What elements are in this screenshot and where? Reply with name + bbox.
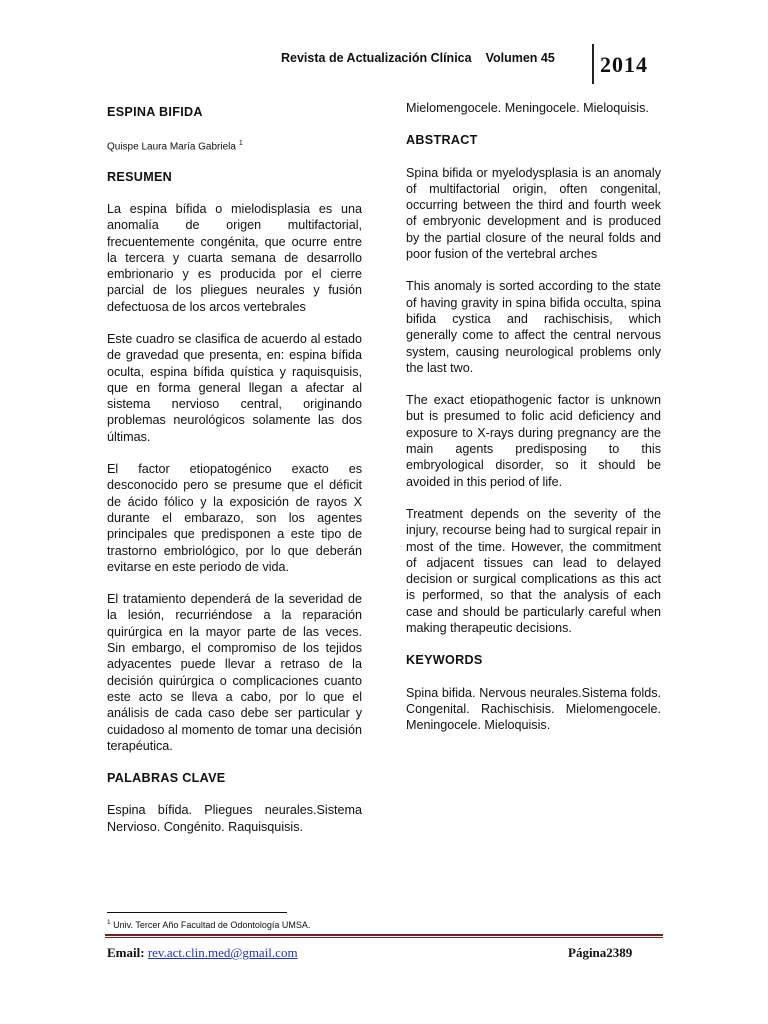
footnote-marker: 1: [107, 919, 111, 926]
resumen-heading: RESUMEN: [107, 169, 173, 184]
abstract-paragraph: This anomaly is sorted according to the state of having gravity in spina bifida occulta, spina bifida cystica and rachischisis, which generally come to affect the central nervous system, causing neurological problems only the last two.: [406, 279, 661, 375]
palabras-clave-continued: Mielomengocele. Meningocele. Mieloquisis.: [406, 101, 649, 115]
author-footnote-marker: 1: [238, 138, 243, 148]
palabras-clave-text: Espina bífida. Pliegues neurales.Sistema Nervioso. Congénito. Raquisquisis.: [107, 803, 362, 834]
page-number: Página2389: [568, 945, 633, 960]
right-column: [406, 100, 661, 750]
abstract-heading: ABSTRACT: [406, 133, 478, 148]
resumen-paragraph: Este cuadro se clasifica de acuerdo al estado de gravedad que presenta, en: espina bífida oculta, espina bífida quística y raquisquisis, que en forma general llegan a afectar al sistema nervioso central, originando problemas neurológicos solamente las dos últimas.: [107, 332, 362, 444]
journal-name: Revista de Actualización Clínica: [281, 51, 472, 65]
author-name: Quispe Laura María Gabriela: [107, 141, 236, 153]
journal-header: [281, 51, 555, 65]
resumen-paragraph: La espina bífida o mielodisplasia es una anomalía de origen multifactorial, frecuentemente congénita, que ocurre entre la tercera y cuarta semana de desarrollo embrionario y es producida por el cierre parcial de los pliegues neurales y fusión defectuosa de los arcos vertebrales: [107, 201, 362, 314]
palabras-clave-heading: PALABRAS CLAVE: [107, 771, 226, 786]
keywords-heading: KEYWORDS: [406, 653, 483, 668]
email-link[interactable]: rev.act.clin.med@gmail.com: [147, 945, 298, 960]
header-year: 2014: [600, 52, 648, 77]
article-title: ESPINA BIFIDA: [107, 105, 203, 119]
abstract-paragraph: Treatment depends on the severity of the injury, recourse being had to surgical repair in most of the time. However, the commitment of adjacent tissues can lead to delayed decision or surgical complications as this act is performed, so that the analysis of each case and should be particularly careful when making therapeutic decisions.: [406, 506, 661, 636]
abstract-paragraph: Spina bifida or myelodysplasia is an anomaly of multifactorial origin, often congenital, occurring between the third and fourth week of embryonic development and is produced by the partial closure of the neural folds and poor fusion of the vertebral arches: [406, 165, 661, 262]
footnote-text: Univ. Tercer Año Facultad de Odontología UMSA.: [113, 920, 311, 930]
footnote-rule: [107, 912, 287, 913]
email-label: Email:: [107, 945, 145, 960]
footer-rule: [105, 934, 663, 938]
resumen-paragraph: El tratamiento dependerá de la severidad de la lesión, recurriéndose a la reparación quirúrgica en la mayor parte de las veces. Sin embargo, el compromiso de los tejidos adyacentes puede llevar a retraso de la decisión quirúrgica o complicaciones cuanto este acto se lleva a cabo, por lo que el análisis de cada caso debe ser particular y cuidadoso al momento de tomar una decisión terapéutica.: [107, 592, 362, 753]
abstract-paragraph: The exact etiopathogenic factor is unknown but is presumed to folic acid deficiency and exposure to X-rays during pregnancy are the main agents predisposing to this embryological disorder, so it should be avoided in this period of life.: [406, 393, 661, 489]
left-column: [107, 100, 362, 835]
author-line: [107, 136, 362, 154]
volume-label: Volumen 45: [485, 51, 555, 65]
footer-email: [107, 945, 298, 961]
footnote: [107, 919, 310, 930]
resumen-paragraph: El factor etiopatogénico exacto es desconocido pero se presume que el déficit de ácido fólico y la exposición de rayos X durante el embarazo, son los agentes principales que predisponen a este tipo de trastorno embriológico, por lo que deberán evitarse en este periodo de vida.: [107, 462, 362, 574]
header-divider: [592, 44, 594, 84]
keywords-text: Spina bifida. Nervous neurales.Sistema folds. Congenital. Rachischisis. Mielomengocele. Meningocele. Mieloquisis.: [406, 685, 661, 733]
